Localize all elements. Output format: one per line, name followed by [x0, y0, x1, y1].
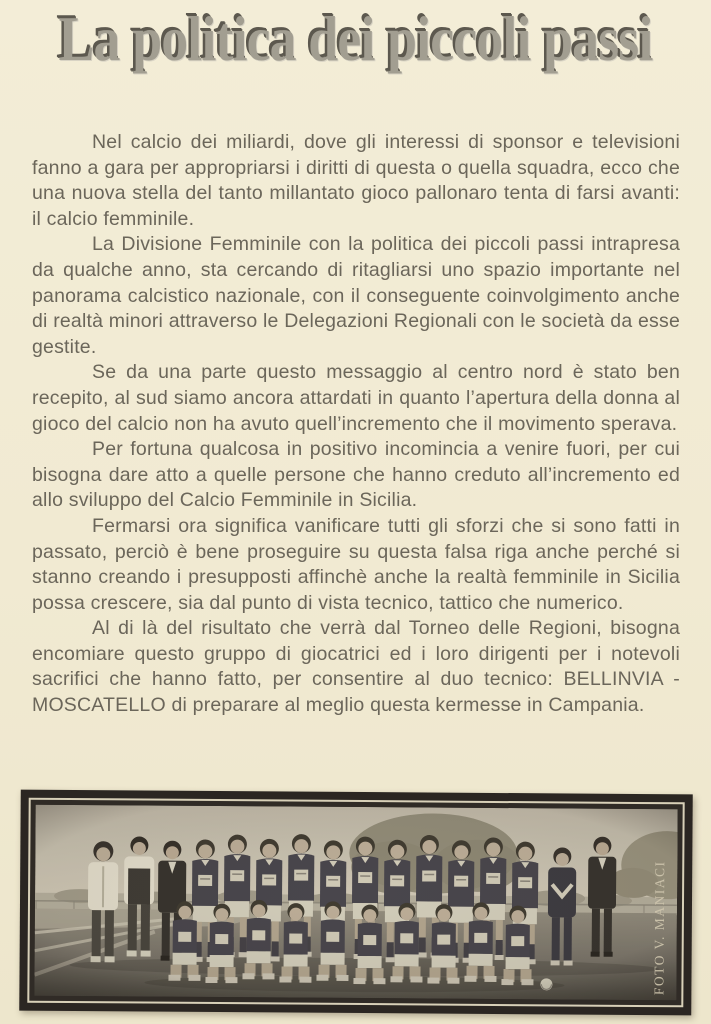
article-paragraph-3: Se da una parte questo messaggio al centro nord è stato ben recepito, al sud siamo ancora attardati in quanto l’apertura della donna al gioco del calcio non ha avuto quell’incremento che il movimento sperava.	[32, 361, 680, 435]
article-paragraph-5: Fermarsi ora significa vanificare tutti gli sforzi che si sono fatti in passato, perciò è bene proseguire su questa falsa riga anche perché si stanno creando i presupposti affinchè anche la realtà femminile in Sicilia possa crescere, sia dal punto di vista tecnico, tattico che numerico.	[32, 514, 680, 614]
article-paragraph-4: Per fortuna qualcosa in positivo incomincia a venire fuori, per cui bisogna dare atto a quelle persone che hanno creduto all’incremento ed allo sviluppo del Calcio Femminile in Sicilia.	[32, 438, 680, 512]
article-body	[32, 130, 680, 719]
article-paragraph-6: Al di là del risultato che verrà dal Torneo delle Regioni, bisogna encomiare questo gruppo di giocatrici ed i loro dirigenti per i notevoli sacrifici che hanno fatto, per consentire al duo tecnico: BELLINVIA - MOSCATELLO di preparare al meglio questa kermesse in Campania.	[32, 617, 680, 717]
team-photo-frame	[19, 790, 693, 1016]
vignette-overlay	[34, 805, 677, 1000]
team-photo-inner-border	[27, 798, 684, 1008]
article-paragraph-2: La Divisione Femminile con la politica dei piccoli passi intrapresa da qualche anno, sta cercando di ritagliarsi uno spazio importante nel panorama calcistico nazionale, con il conseguente coinvolgimento anche di realtà minori attraverso le Delegazioni Regionali con le società da esse gestite.	[32, 233, 681, 358]
article-paragraph-1: Nel calcio dei miliardi, dove gli interessi di sponsor e televisioni fanno a gara per appropriarsi i diritti di questa o quella squadra, ecco che una nuova stella del tanto millantato gioco pallonaro tenta di farsi avanti: il calcio femminile.	[32, 131, 680, 230]
team-photo	[34, 805, 677, 1000]
photo-credit-text: FOTO V. MANIACI	[651, 860, 668, 996]
article-title: La politica dei piccoli passi	[58, 3, 653, 74]
